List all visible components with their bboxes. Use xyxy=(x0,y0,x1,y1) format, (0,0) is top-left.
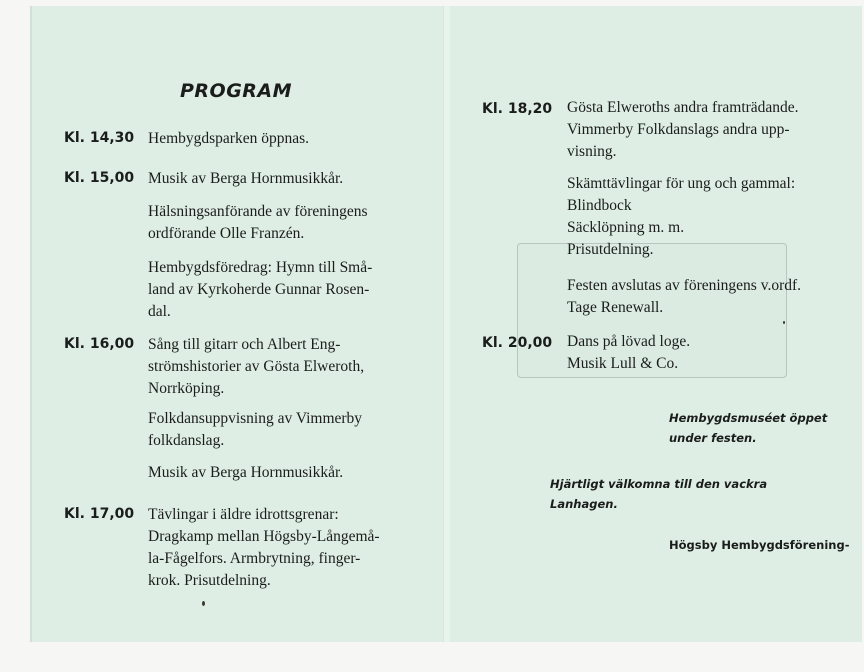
line: Musik Lull & Co. xyxy=(567,355,679,372)
signature: Högsby Hembygdsförening- xyxy=(669,538,850,552)
program-item xyxy=(567,331,829,375)
line: Festen avslutas av föreningens v.ordf. xyxy=(567,277,802,294)
line: ordförande Olle Franzén. xyxy=(148,225,305,242)
line: Folkdansuppvisning av Vimmerby xyxy=(148,410,363,427)
program-item: Musik av Berga Hornmusikkår. xyxy=(148,170,344,187)
program-item xyxy=(148,408,406,452)
line: folkdanslag. xyxy=(148,432,225,449)
ink-speck xyxy=(202,601,205,606)
line: Prisutdelning. xyxy=(567,241,654,258)
program-item: Hembygdsparken öppnas. xyxy=(148,130,309,147)
line: dal. xyxy=(148,303,171,320)
time-label: Kl. 17,00 xyxy=(64,506,135,522)
line: strömshistorier av Gösta Elweroth, xyxy=(148,358,365,375)
line: Gösta Elweroths andra framträdande. xyxy=(567,99,799,116)
line: Hjärtligt välkomna till den vackra xyxy=(550,477,768,491)
line: visning. xyxy=(567,143,617,160)
line: Hälsningsanförande av föreningens xyxy=(148,203,368,220)
program-item xyxy=(148,201,406,245)
time-label: Kl. 16,00 xyxy=(64,336,135,352)
line: Vimmerby Folkdanslags andra upp- xyxy=(567,121,790,138)
line: Norrköping. xyxy=(148,380,225,397)
program-item xyxy=(567,275,829,319)
program-item xyxy=(567,173,829,261)
program-item xyxy=(148,257,406,323)
program-item: Musik av Berga Hornmusikkår. xyxy=(148,464,344,481)
museum-notice xyxy=(669,408,839,448)
program-item xyxy=(148,334,406,400)
line: Hembygdsföredrag: Hymn till Små- xyxy=(148,259,373,276)
program-item xyxy=(148,504,406,592)
line: la-Fågelfors. Armbrytning, finger- xyxy=(148,550,361,567)
time-label: Kl. 20,00 xyxy=(482,335,553,351)
line: Dans på lövad loge. xyxy=(567,333,691,350)
line: Säcklöpning m. m. xyxy=(567,219,685,236)
line: krok. Prisutdelning. xyxy=(148,572,271,589)
time-label: Kl. 15,00 xyxy=(64,170,135,186)
line: Tage Renewall. xyxy=(567,299,664,316)
time-label: Kl. 18,20 xyxy=(482,101,553,117)
fold-highlight xyxy=(444,6,450,642)
program-item xyxy=(567,97,825,163)
time-label: Kl. 14,30 xyxy=(64,130,135,146)
line: under festen. xyxy=(669,431,757,445)
line: Dragkamp mellan Högsby-Långemå- xyxy=(148,528,380,545)
ink-speck xyxy=(783,321,785,324)
line: Blindbock xyxy=(567,197,632,214)
page-title: PROGRAM xyxy=(180,80,293,102)
sheet-edge xyxy=(30,6,32,642)
line: Tävlingar i äldre idrottsgrenar: xyxy=(148,506,339,523)
line: Sång till gitarr och Albert Eng- xyxy=(148,336,341,353)
line: Hembygdsmuséet öppet xyxy=(669,411,828,425)
line: Skämttävlingar för ung och gammal: xyxy=(567,175,796,192)
line: land av Kyrkoherde Gunnar Rosen- xyxy=(148,281,370,298)
welcome-message xyxy=(550,474,820,514)
line: Lanhagen. xyxy=(550,497,618,511)
